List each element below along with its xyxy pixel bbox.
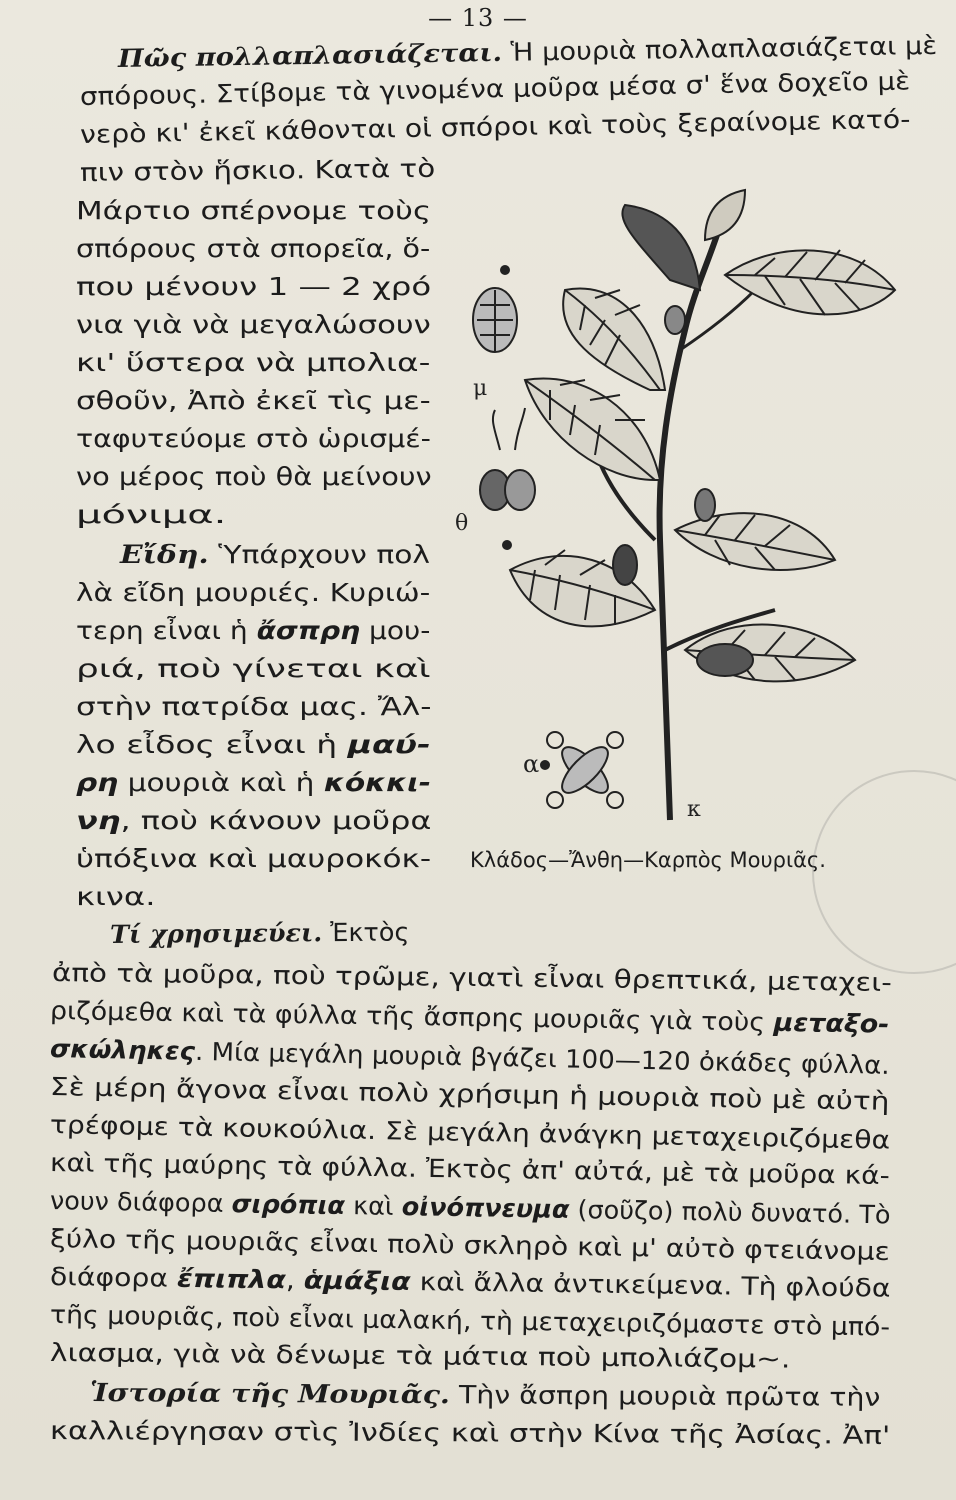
text-line [50, 1224, 890, 1267]
text-line [76, 386, 431, 416]
emphasis-term: μεταξο- [773, 1007, 890, 1039]
text-line [90, 1378, 881, 1413]
text-run: , ποὺ κάνουν μοῦρα [120, 806, 432, 835]
label-alpha: α [523, 750, 540, 778]
text-line [50, 1186, 891, 1230]
figure-caption: Κλάδος—Ἄνθη—Καρπὸς Μουριᾶς. [470, 848, 826, 872]
text-run: σπόρους στὰ σπορεῖα, ὅ- [76, 234, 431, 263]
text-line [50, 1300, 890, 1342]
emphasis-term: ρη [76, 768, 119, 797]
emphasis-term: σιρόπια [231, 1189, 346, 1221]
text-run: διάφορα [49, 1262, 178, 1293]
text-run: Ὑπάρχουν πολ [208, 540, 430, 569]
text-run: Σὲ μέρη ἄγονα εἶναι πολὺ χρήσιμη ἡ μουριὰ ποὺ μὲ αὐτὴ [49, 1072, 890, 1116]
text-line [50, 996, 890, 1040]
text-run: ριζόμεθα καὶ τὰ φύλλα τῆς ἄσπρης μουριᾶς γιὰ τοὺς [49, 996, 774, 1037]
text-run: σθοῦν, Ἀπὸ ἐκεῖ τὶς με- [76, 386, 431, 415]
label-theta: θ [455, 511, 469, 536]
text-run: καὶ τῆς μαύρης τὰ φύλλα. Ἐκτὸς ἀπ' αὐτά, μὲ τὰ μοῦρα κά- [49, 1148, 891, 1191]
text-run: ἀπὸ τὰ μοῦρα, ποὺ τρῶμε, γιατὶ εἶναι θρεπτικά, μεταχει- [51, 958, 893, 997]
text-run: λο εἶδος εἶναι ἡ [76, 730, 348, 759]
text-line [50, 1416, 891, 1451]
text-run: νερὸ κι' ἐκεῖ κάθονται οἱ σπόροι καὶ τοὺς ξεραίνομε κατό- [79, 104, 911, 149]
text-run: κινα. [76, 882, 156, 911]
text-line [50, 1148, 890, 1191]
emphasis-term: μαύ- [347, 730, 431, 759]
text-run: , [285, 1265, 305, 1295]
text-run: μόνιμα. [76, 500, 227, 529]
text-run: τερη εἶναι ἡ [76, 616, 257, 645]
text-line [76, 578, 430, 608]
text-line [80, 105, 911, 150]
text-run: τρέφομε τὰ κουκούλια. Σὲ μεγάλη ἀνάγκη μεταχειριζόμεθα [49, 1110, 891, 1155]
emphasis-term: ἁμάξια [303, 1265, 411, 1297]
text-line [76, 500, 226, 530]
text-run: ὑπόξινα καὶ μαυροκόκ- [76, 844, 432, 873]
text-run: λὰ εἴδη μουριές. Κυριώ- [76, 578, 431, 607]
text-run: πιν στὸν ἥσκιο. Κατὰ τὸ [79, 153, 436, 187]
text-run: ριά, ποὺ γίνεται καὶ [76, 654, 431, 683]
emphasis-term: οἰνόπνευμα [401, 1192, 570, 1224]
text-run: μου- [360, 616, 431, 645]
label-kappa: κ [687, 797, 701, 822]
section-heading: Πῶς πολλαπλασιάζεται. [117, 37, 503, 73]
text-line [52, 958, 892, 998]
text-run: Μάρτιο σπέρνομε τοὺς [76, 196, 432, 225]
text-run: ταφυτεύομε στὸ ὡρισμέ- [76, 424, 431, 453]
section-heading: Ἱστορία τῆς Μουριᾶς. [89, 1378, 451, 1410]
text-line [76, 462, 432, 492]
text-line [76, 844, 431, 874]
text-line [76, 768, 431, 798]
text-line [76, 424, 431, 454]
section-heading: Εἴδη. [120, 540, 209, 569]
text-run: μουριὰ καὶ ἡ [118, 768, 324, 797]
text-line [80, 154, 436, 188]
text-run: Ἐκτὸς [322, 917, 410, 948]
text-run: νουν διάφορα [49, 1186, 232, 1219]
text-run: νια γιὰ νὰ μεγαλώσουν [76, 310, 431, 339]
text-run: καὶ ἄλλα ἀντικείμενα. Τὴ φλούδα [410, 1267, 891, 1303]
text-line [76, 310, 431, 340]
mulberry-branch-illustration [455, 180, 925, 830]
emphasis-term: κόκκι- [323, 768, 431, 797]
text-line [76, 882, 155, 912]
text-run: τῆς μουριᾶς, ποὺ εἶναι μαλακή, τὴ μεταχειριζόμαστε στὸ μπό- [49, 1300, 891, 1342]
text-line [76, 234, 430, 264]
text-line [76, 654, 431, 684]
text-line [120, 540, 430, 570]
text-line [50, 1110, 891, 1156]
text-line [76, 348, 430, 378]
text-line [76, 196, 431, 226]
text-line [110, 917, 410, 950]
text-run: καλλιέργησαν στὶς Ἰνδίες καὶ στὴν Κίνα τῆς Ἀσίας. Ἀπ' [49, 1416, 891, 1450]
text-line [80, 66, 911, 112]
text-line [50, 1072, 890, 1117]
text-run: νο μέρος ποὺ θὰ μείνουν [76, 462, 432, 491]
text-run: Ἡ μουριὰ πολλαπλασιάζεται μὲ [501, 30, 938, 67]
text-line [50, 1262, 891, 1304]
text-line [76, 692, 431, 722]
text-line [76, 272, 431, 302]
text-line [76, 806, 431, 836]
text-run: ξύλο τῆς μουριᾶς εἶναι πολὺ σκληρὸ καὶ μ' αὐτὸ φτειάνομε [49, 1224, 891, 1266]
text-line [76, 616, 430, 646]
emphasis-term: ἔπιπλα [176, 1263, 287, 1295]
section-heading: Τί χρησιμεύει. [109, 918, 323, 949]
emphasis-term: νη [76, 806, 121, 835]
text-run: (σοῦζο) πολὺ δυνατό. Τὸ [569, 1194, 891, 1230]
text-run: στὴν πατρίδα μας. Ἄλ- [76, 692, 432, 721]
text-run: λιασμα, γιὰ νὰ δένωμε τὰ μάτια ποὺ μπολιάζομ~. [49, 1338, 791, 1374]
text-line [50, 1338, 791, 1375]
text-run: σπόρους. Στίβομε τὰ γινομένα μοῦρα μέσα σ' ἕνα δοχεῖο μὲ [79, 66, 911, 111]
text-run: . Μία μεγάλη μουριὰ βγάζει 100—120 ὀκάδες φύλλα. [194, 1036, 890, 1080]
emphasis-term: σκώληκες [49, 1034, 196, 1066]
text-run: κι' ὕστερα νὰ μπολια- [76, 348, 431, 377]
emphasis-term: ἄσπρη [256, 616, 361, 645]
text-run: καὶ [344, 1191, 402, 1222]
text-line [76, 730, 431, 760]
text-run: Τὴν ἄσπρη μουριὰ πρῶτα τὴν [449, 1380, 881, 1412]
text-run: που μένουν 1 — 2 χρό [76, 272, 432, 301]
page-number: — 13 — [428, 4, 528, 32]
label-mu: μ [473, 376, 488, 401]
